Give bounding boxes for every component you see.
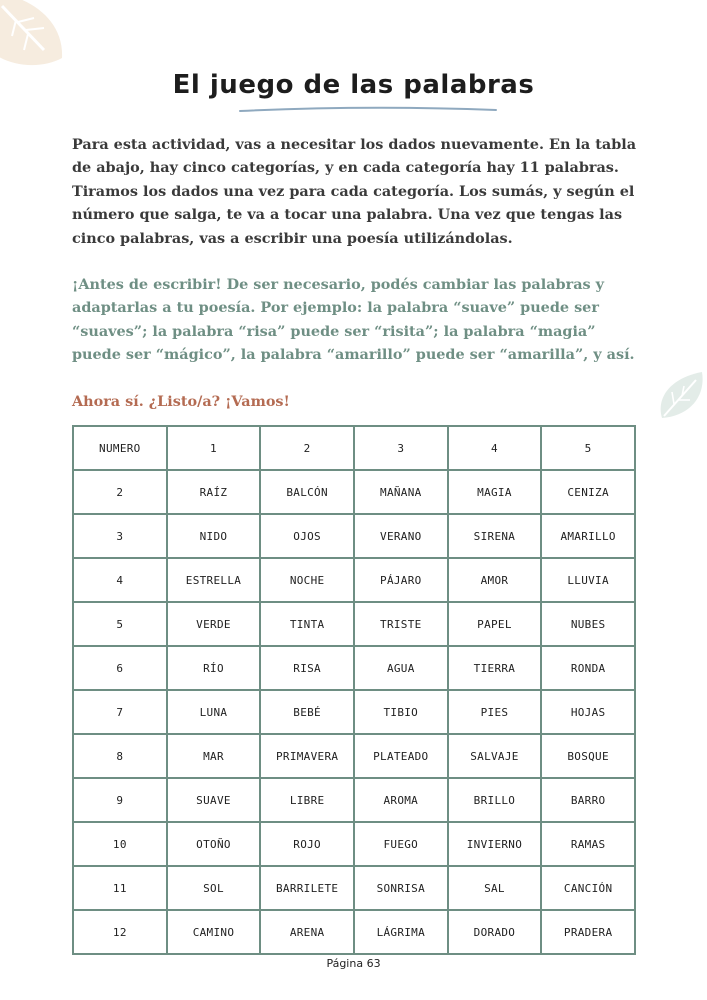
table-row bbox=[73, 778, 635, 822]
row-number-cell: 2 bbox=[73, 470, 167, 514]
word-cell: PAPEL bbox=[448, 602, 542, 646]
word-cell: DORADO bbox=[448, 910, 542, 954]
word-cell: BRILLO bbox=[448, 778, 542, 822]
word-cell: PRADERA bbox=[541, 910, 635, 954]
word-cell: ROJO bbox=[260, 822, 354, 866]
page-title: El juego de las palabras bbox=[172, 70, 535, 100]
word-cell: CENIZA bbox=[541, 470, 635, 514]
word-cell: PIES bbox=[448, 690, 542, 734]
leaf-side-icon bbox=[656, 372, 706, 420]
word-cell: BOSQUE bbox=[541, 734, 635, 778]
word-cell: AROMA bbox=[354, 778, 448, 822]
words-table bbox=[72, 425, 636, 955]
word-cell: PÁJARO bbox=[354, 558, 448, 602]
word-cell: RÍO bbox=[167, 646, 261, 690]
word-cell: RONDA bbox=[541, 646, 635, 690]
word-cell: NIDO bbox=[167, 514, 261, 558]
word-cell: SOL bbox=[167, 866, 261, 910]
table-row bbox=[73, 690, 635, 734]
word-cell: BARRILETE bbox=[260, 866, 354, 910]
word-cell: 2 bbox=[260, 426, 354, 470]
word-cell: TRISTE bbox=[354, 602, 448, 646]
word-cell: 5 bbox=[541, 426, 635, 470]
row-number-cell: 3 bbox=[73, 514, 167, 558]
word-cell: RAMAS bbox=[541, 822, 635, 866]
word-cell: ESTRELLA bbox=[167, 558, 261, 602]
word-cell: TINTA bbox=[260, 602, 354, 646]
row-number-cell: 12 bbox=[73, 910, 167, 954]
row-number-cell: NUMERO bbox=[73, 426, 167, 470]
word-cell: VERDE bbox=[167, 602, 261, 646]
word-cell: SIRENA bbox=[448, 514, 542, 558]
word-cell: ARENA bbox=[260, 910, 354, 954]
word-cell: CANCIÓN bbox=[541, 866, 635, 910]
word-cell: OTOÑO bbox=[167, 822, 261, 866]
word-cell: SAL bbox=[448, 866, 542, 910]
word-cell: LLUVIA bbox=[541, 558, 635, 602]
table-row bbox=[73, 470, 635, 514]
word-cell: AMOR bbox=[448, 558, 542, 602]
word-cell: FUEGO bbox=[354, 822, 448, 866]
table-row bbox=[73, 558, 635, 602]
word-cell: AGUA bbox=[354, 646, 448, 690]
word-cell: TIBIO bbox=[354, 690, 448, 734]
word-cell: LIBRE bbox=[260, 778, 354, 822]
word-cell: MAR bbox=[167, 734, 261, 778]
cta-text: Ahora sí. ¿Listo/a? ¡Vamos! bbox=[72, 393, 290, 410]
table-row bbox=[73, 646, 635, 690]
word-cell: HOJAS bbox=[541, 690, 635, 734]
word-cell: BALCÓN bbox=[260, 470, 354, 514]
table-row bbox=[73, 866, 635, 910]
word-cell: TIERRA bbox=[448, 646, 542, 690]
word-cell: AMARILLO bbox=[541, 514, 635, 558]
table-row bbox=[73, 910, 635, 954]
word-cell: BEBÉ bbox=[260, 690, 354, 734]
row-number-cell: 8 bbox=[73, 734, 167, 778]
word-cell: SALVAJE bbox=[448, 734, 542, 778]
row-number-cell: 7 bbox=[73, 690, 167, 734]
row-number-cell: 6 bbox=[73, 646, 167, 690]
word-cell: 3 bbox=[354, 426, 448, 470]
note-paragraph: ¡Antes de escribir! De ser necesario, podés cambiar las palabras y adaptarlas a tu poesía. Por ejemplo: la palabra “suave” puede ser “suaves”; la palabra “risa” puede ser “risita”; la palabra “magia” puede ser “mágico”, la palabra “amarillo” puede ser “amarilla”, y así. bbox=[72, 276, 635, 364]
word-cell: RAÍZ bbox=[167, 470, 261, 514]
word-cell: PRIMAVERA bbox=[260, 734, 354, 778]
intro-paragraph: Para esta actividad, vas a necesitar los dados nuevamente. En la tabla de abajo, hay cinco categorías, y en cada categoría hay 11 palabras. Tiramos los dados una vez para cada categoría. Los sumás, y según el número que salga, te va a tocar una palabra. Una vez que tengas las cinco palabras, vas a escribir una poesía utilizándolas. bbox=[72, 136, 637, 247]
word-cell: OJOS bbox=[260, 514, 354, 558]
word-cell: NUBES bbox=[541, 602, 635, 646]
word-cell: SUAVE bbox=[167, 778, 261, 822]
row-number-cell: 5 bbox=[73, 602, 167, 646]
word-cell: LÁGRIMA bbox=[354, 910, 448, 954]
word-cell: 4 bbox=[448, 426, 542, 470]
word-cell: NOCHE bbox=[260, 558, 354, 602]
word-cell: SONRISA bbox=[354, 866, 448, 910]
word-cell: MAGIA bbox=[448, 470, 542, 514]
row-number-cell: 10 bbox=[73, 822, 167, 866]
leaf-corner-icon bbox=[0, 0, 70, 75]
word-cell: MAÑANA bbox=[354, 470, 448, 514]
words-table-body bbox=[73, 426, 635, 954]
word-cell: 1 bbox=[167, 426, 261, 470]
row-number-cell: 11 bbox=[73, 866, 167, 910]
word-cell: LUNA bbox=[167, 690, 261, 734]
page-number: Página 63 bbox=[326, 957, 381, 970]
word-cell: INVIERNO bbox=[448, 822, 542, 866]
table-row bbox=[73, 822, 635, 866]
word-cell: PLATEADO bbox=[354, 734, 448, 778]
table-row bbox=[73, 734, 635, 778]
word-cell: RISA bbox=[260, 646, 354, 690]
word-cell: CAMINO bbox=[167, 910, 261, 954]
word-cell: BARRO bbox=[541, 778, 635, 822]
word-cell: VERANO bbox=[354, 514, 448, 558]
table-row bbox=[73, 514, 635, 558]
row-number-cell: 9 bbox=[73, 778, 167, 822]
title-underline bbox=[238, 103, 498, 115]
row-number-cell: 4 bbox=[73, 558, 167, 602]
table-row bbox=[73, 602, 635, 646]
table-header-row bbox=[73, 426, 635, 470]
